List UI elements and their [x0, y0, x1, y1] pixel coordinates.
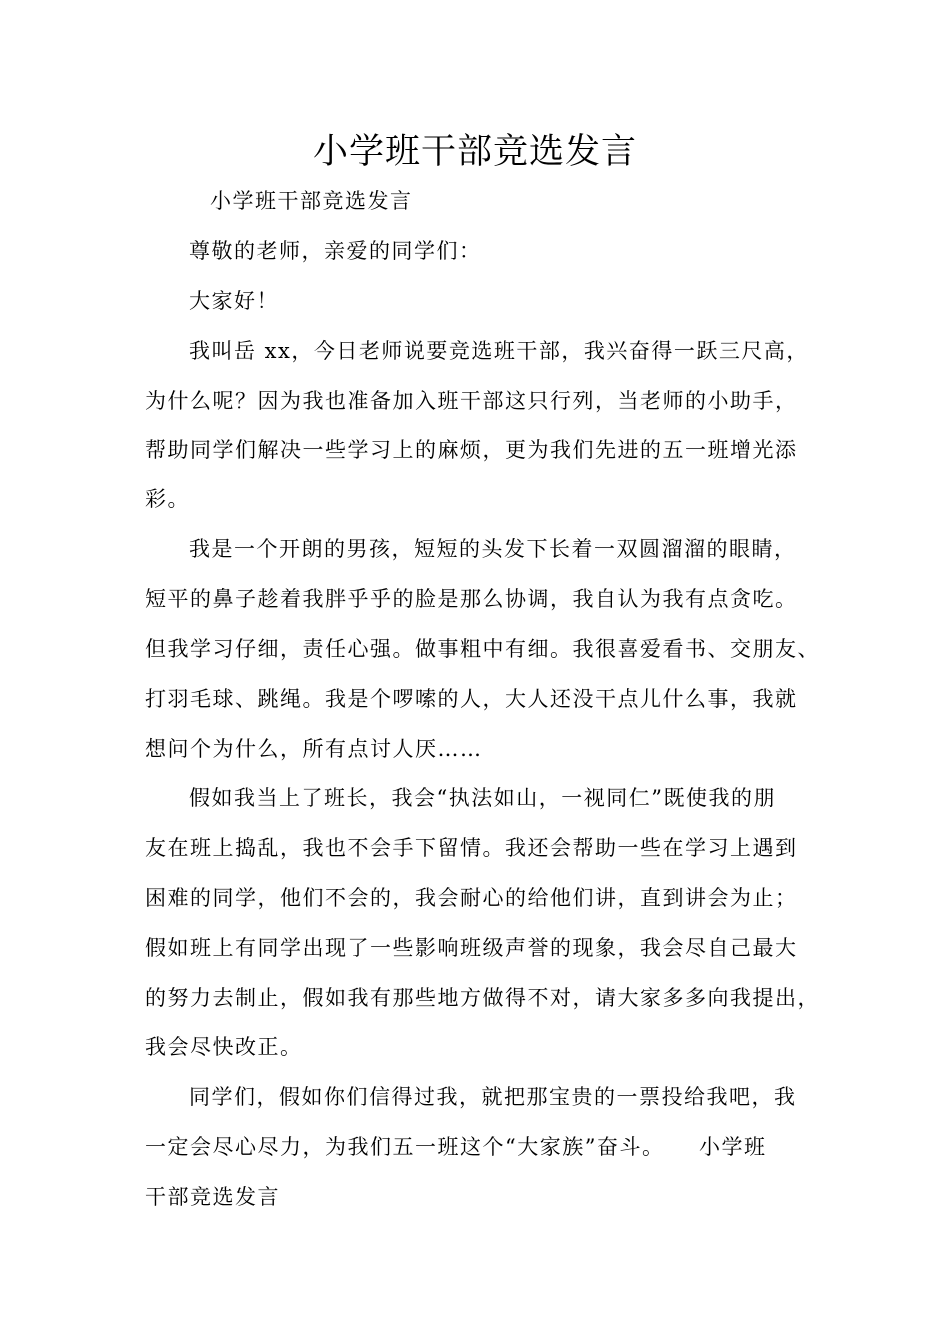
paragraph-line: 假如我当上了班长，我会“执法如山，一视同仁”既使我的朋: [189, 786, 776, 810]
greeting-line: 大家好！: [189, 289, 279, 313]
paragraph-line: 打羽毛球、跳绳。我是个啰嗦的人，大人还没干点儿什么事，我就: [145, 687, 798, 711]
paragraph-line: 假如班上有同学出现了一些影响班级声誉的现象，我会尽自己最大: [145, 936, 798, 960]
paragraph-line: 干部竞选发言: [145, 1185, 280, 1209]
salutation-line: 尊敬的老师，亲爱的同学们：: [189, 239, 482, 263]
paragraph-line: 一定会尽心尽力，为我们五一班这个“大家族”奋斗。 小学班: [145, 1135, 767, 1159]
paragraph-line: 为什么呢？因为我也准备加入班干部这只行列，当老师的小助手，: [145, 389, 798, 413]
paragraph-line: 我叫岳 xx，今日老师说要竞选班干部，我兴奋得一跃三尺高，: [189, 339, 809, 363]
paragraph-line: 友在班上捣乱，我也不会手下留情。我还会帮助一些在学习上遇到: [145, 836, 798, 860]
document-title: 小学班干部竞选发言: [312, 132, 637, 172]
paragraph-line: 帮助同学们解决一些学习上的麻烦，更为我们先进的五一班增光添: [145, 438, 798, 462]
paragraph-line: 但我学习仔细，责任心强。做事粗中有细。我很喜爱看书、交朋友、: [145, 637, 820, 661]
paragraph-line: 想问个为什么，所有点讨人厌……: [145, 737, 483, 761]
paragraph-line: 我是一个开朗的男孩，短短的头发下长着一双圆溜溜的眼睛，: [189, 537, 797, 561]
paragraph-line: 短平的鼻子趁着我胖乎乎的脸是那么协调，我自认为我有点贪吃。: [145, 587, 798, 611]
document-subtitle: 小学班干部竞选发言: [210, 189, 413, 213]
paragraph-line: 彩。: [145, 487, 190, 511]
paragraph-line: 我会尽快改正。: [145, 1035, 303, 1059]
paragraph-line: 困难的同学，他们不会的，我会耐心的给他们讲，直到讲会为止；: [145, 886, 798, 910]
paragraph-line: 同学们，假如你们信得过我，就把那宝贵的一票投给我吧，我: [189, 1085, 797, 1109]
paragraph-line: 的努力去制止，假如我有那些地方做得不对，请大家多多向我提出，: [145, 986, 820, 1010]
